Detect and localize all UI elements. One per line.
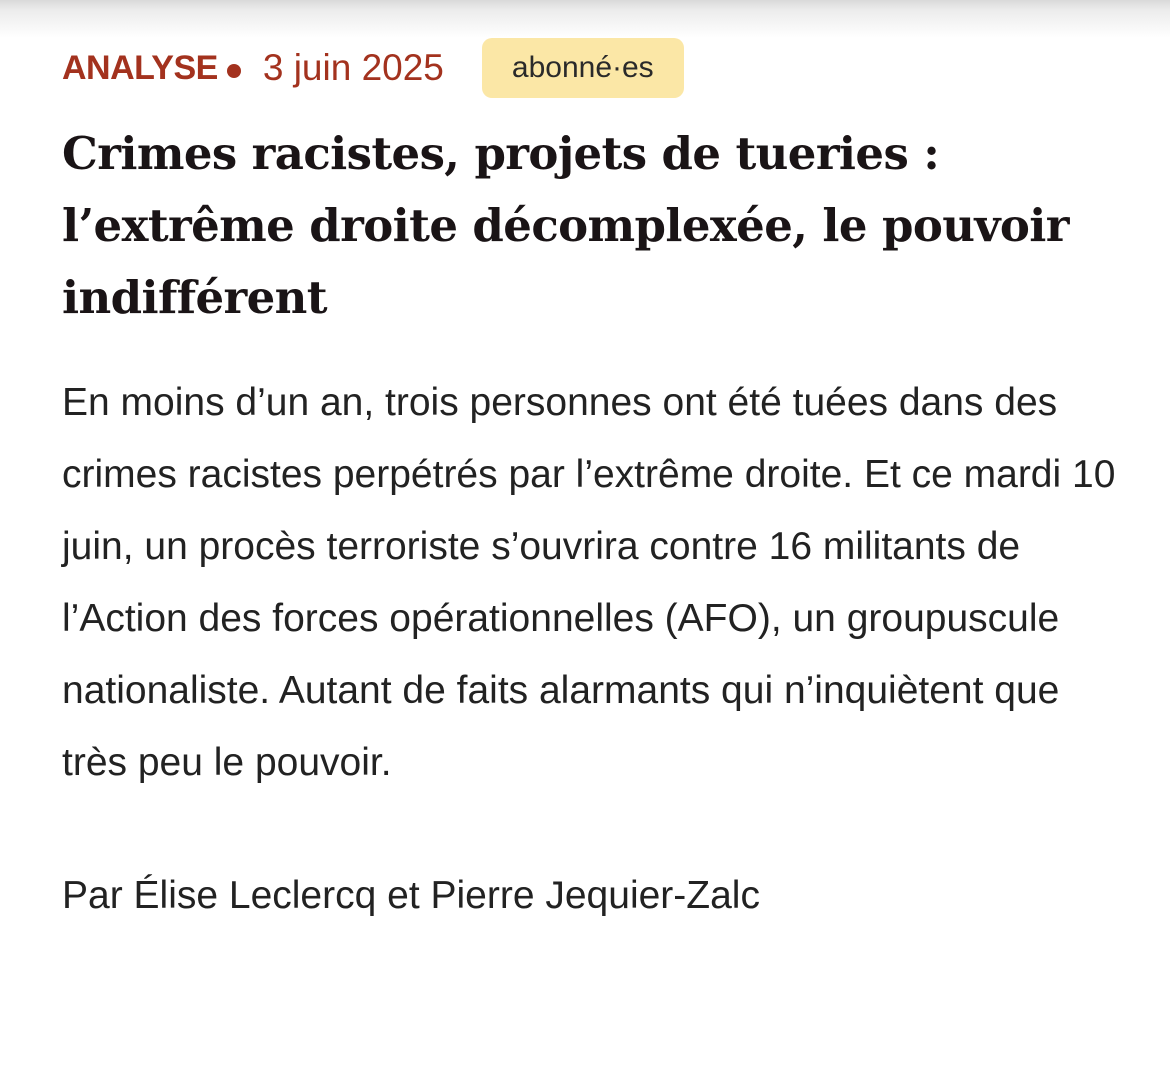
publication-date: 3 juin 2025 bbox=[262, 47, 444, 88]
subscriber-badge bbox=[482, 38, 684, 98]
article-byline: Par Élise Leclercq et Pierre Jequier-Zalc bbox=[62, 874, 760, 917]
article-headline[interactable]: Crimes racistes, projets de tueries : l’extrême droite décomplexée, le pouvoir indifférent bbox=[62, 127, 1069, 324]
top-edge-shadow bbox=[0, 0, 1170, 40]
subscriber-badge-label: abonné·es bbox=[511, 51, 654, 84]
category-label[interactable]: ANALYSE bbox=[62, 48, 218, 87]
article-teaser[interactable] bbox=[62, 38, 1122, 926]
article-lede: En moins d’un an, trois personnes ont été tuées dans des crimes racistes perpétrés par l’extrême droite. Et ce mardi 10 juin, un procès terroriste s’ouvrira contre 16 militants de l’Action des forces opérationnelles (AFO), un groupuscule nationaliste. Autant de faits alarmants qui n’inquiètent que très peu le pouvoir. bbox=[62, 381, 1116, 784]
article-meta bbox=[62, 38, 1122, 98]
separator-dot-icon bbox=[227, 64, 241, 78]
